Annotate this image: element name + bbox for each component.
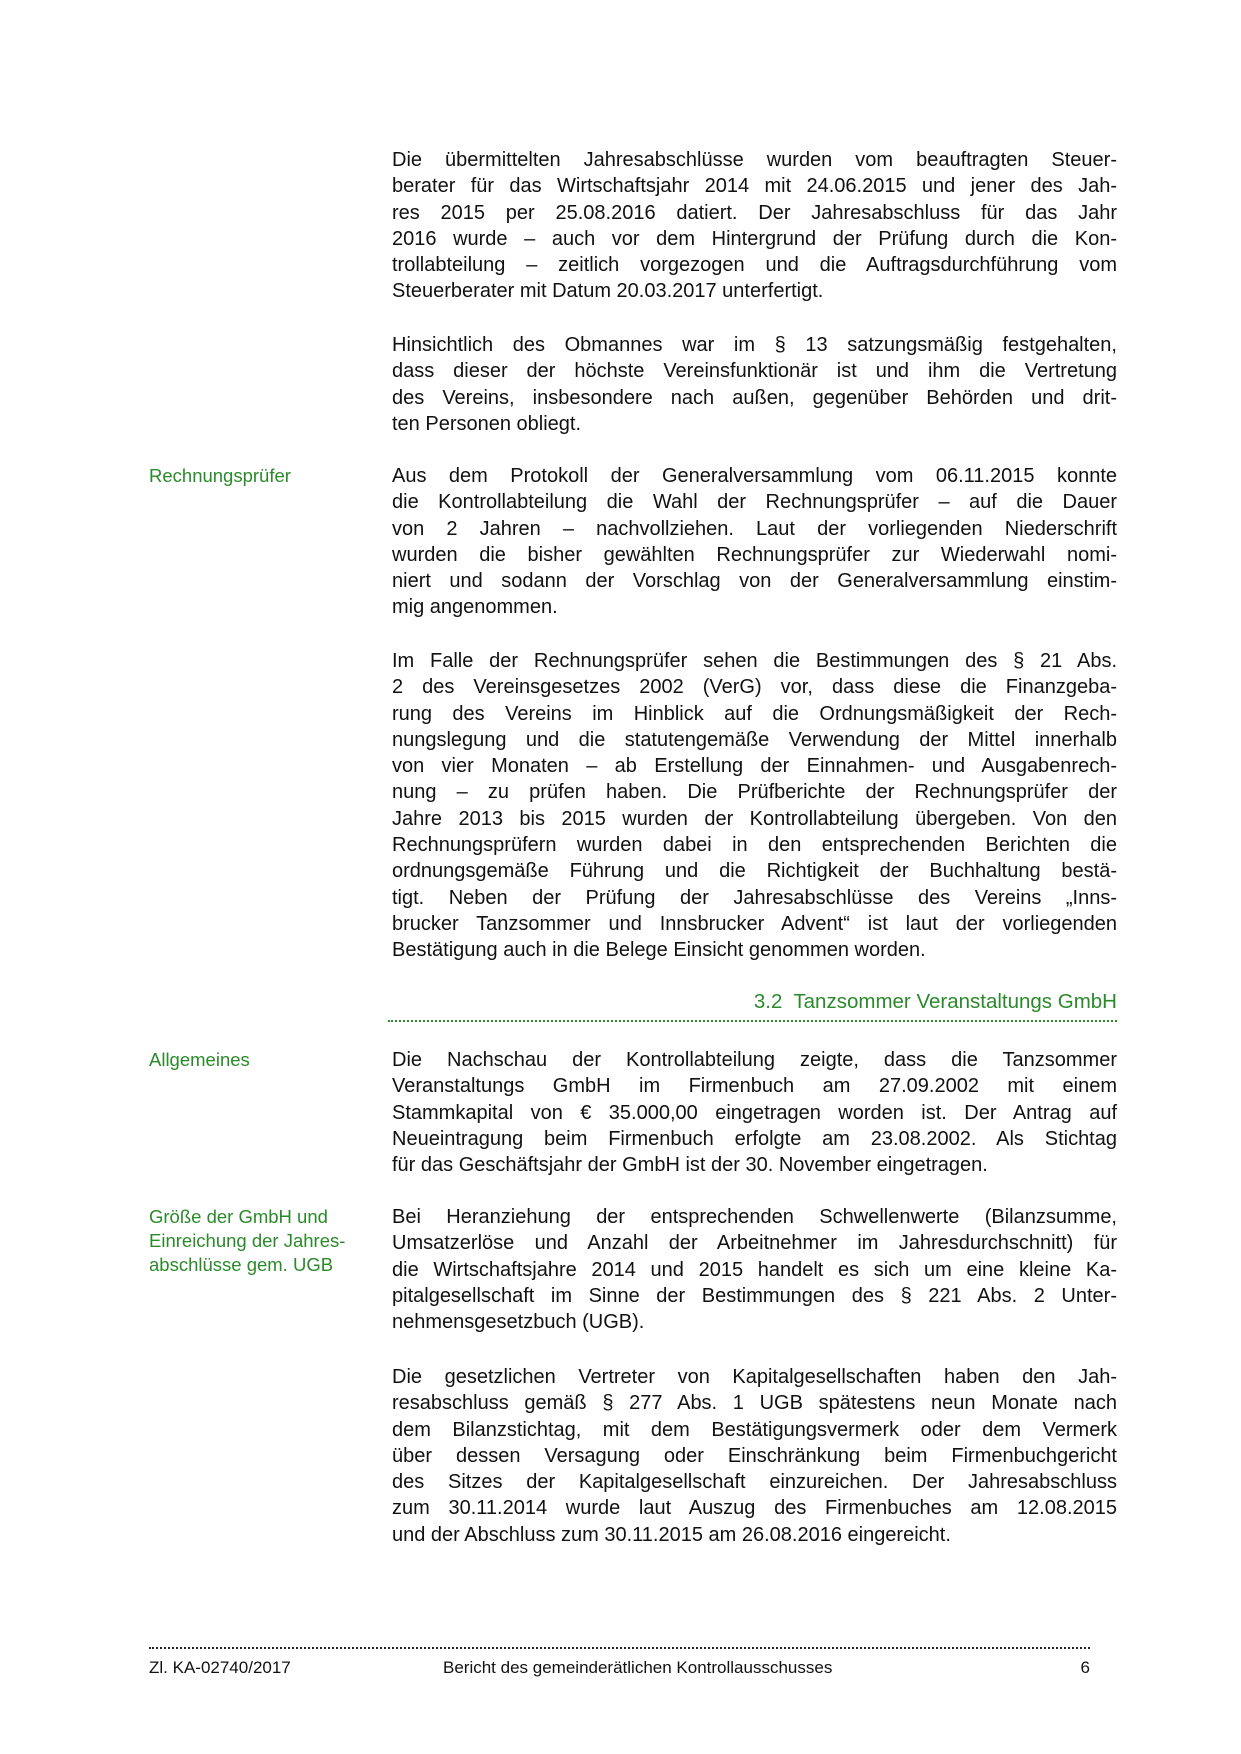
paragraph-line: nungslegung und die statutengemäße Verwendung der Mittel innerhalb [392,728,1117,751]
paragraph-line: für das Geschäftsjahr der GmbH ist der 30. November eingetragen. [392,1154,988,1177]
footer-reference: Zl. KA-02740/2017 [149,1658,291,1677]
paragraph-line: des Vereins, insbesondere nach außen, gegenüber Behörden und drit- [392,386,1117,409]
paragraph-line: brucker Tanzsommer und Innsbrucker Advent“ ist laut der vorliegenden [392,912,1117,935]
margin-label [149,464,379,488]
margin-label [149,1205,379,1277]
paragraph-line: Aus dem Protokoll der Generalversammlung vom 06.11.2015 konnte [392,465,1117,487]
paragraph-line: wurden die bisher gewählten Rechnungsprüfer zur Wiederwahl nomi- [392,543,1117,566]
paragraph [392,463,1117,621]
paragraph-line: Im Falle der Rechnungsprüfer sehen die Bestimmungen des § 21 Abs. [392,650,1117,672]
paragraph [392,1364,1117,1548]
paragraph-line: berater für das Wirtschaftsjahr 2014 mit 24.06.2015 und jener des Jah- [392,175,1117,198]
paragraph-line: Steuerberater mit Datum 20.03.2017 unterfertigt. [392,280,824,303]
paragraph-line: Hinsichtlich des Obmannes war im § 13 satzungsmäßig festgehalten, [392,334,1117,356]
paragraph-line: Bei Heranziehung der entsprechenden Schwellenwerte (Bilanzsumme, [392,1206,1117,1228]
paragraph-line: resabschluss gemäß § 277 Abs. 1 UGB spätestens neun Monate nach [392,1392,1117,1415]
paragraph-line: von vier Monaten – ab Erstellung der Einnahmen- und Ausgabenrech- [392,755,1117,778]
paragraph-line: Die gesetzlichen Vertreter von Kapitalgesellschaften haben den Jah- [392,1366,1117,1388]
paragraph-line: des Sitzes der Kapitalgesellschaft einzureichen. Der Jahresabschluss [392,1471,1117,1494]
paragraph-line: die Kontrollabteilung die Wahl der Rechnungsprüfer – auf die Dauer [392,491,1117,514]
paragraph-line: von 2 Jahren – nachvollziehen. Laut der vorliegenden Niederschrift [392,517,1117,540]
paragraph-line: und der Abschluss zum 30.11.2015 am 26.08.2016 eingereicht. [392,1523,951,1546]
margin-label-line: Rechnungsprüfer [149,465,291,486]
heading-divider [388,1020,1117,1022]
paragraph-line: ordnungsgemäße Führung und die Richtigkeit der Buchhaltung bestä- [392,860,1117,883]
margin-label-line: abschlüsse gem. UGB [149,1254,334,1275]
paragraph-line: Bestätigung auch in die Belege Einsicht genommen worden. [392,939,926,962]
paragraph-line: mig angenommen. [392,596,558,619]
margin-label-line: Größe der GmbH und [149,1206,328,1227]
paragraph [392,147,1117,305]
paragraph-line: Jahre 2013 bis 2015 wurden der Kontrollabteilung übergeben. Von den [392,807,1117,830]
paragraph-line: die Wirtschaftsjahre 2014 und 2015 handelt es sich um eine kleine Ka- [392,1258,1117,1281]
margin-label [149,1048,379,1072]
paragraph-line: über dessen Versagung oder Einschränkung beim Firmenbuchgericht [392,1444,1117,1467]
footer-page-number: 6 [1080,1658,1090,1677]
paragraph-line: niert und sodann der Vorschlag von der Generalversammlung einstim- [392,570,1117,593]
paragraph [392,1047,1117,1178]
footer-title: Bericht des gemeinderätlichen Kontrollausschusses [443,1658,833,1677]
paragraph-line: ten Personen obliegt. [392,412,582,435]
margin-label-line: Einreichung der Jahres- [149,1230,346,1251]
margin-label-line: Allgemeines [149,1049,250,1070]
paragraph [392,332,1117,437]
footer-divider [149,1647,1090,1649]
paragraph-line: Die Nachschau der Kontrollabteilung zeigte, dass die Tanzsommer [392,1049,1117,1071]
paragraph [392,1204,1117,1335]
paragraph-line: Die übermittelten Jahresabschlüsse wurden vom beauftragten Steuer- [392,149,1117,171]
paragraph-line: pitalgesellschaft im Sinne der Bestimmungen des § 221 Abs. 2 Unter- [392,1284,1117,1307]
paragraph-line: Neueintragung beim Firmenbuch erfolgte am 23.08.2002. Als Stichtag [392,1127,1117,1150]
paragraph-line: nung – zu prüfen haben. Die Prüfberichte der Rechnungsprüfer der [392,781,1117,804]
paragraph-line: tigt. Neben der Prüfung der Jahresabschlüsse des Vereins „Inns- [392,886,1117,909]
paragraph-line: dass dieser der höchste Vereinsfunktionär ist und ihm die Vertretung [392,360,1117,383]
paragraph-line: res 2015 per 25.08.2016 datiert. Der Jahresabschluss für das Jahr [392,201,1117,224]
paragraph-line: 2 des Vereinsgesetzes 2002 (VerG) vor, dass diese die Finanzgeba- [392,676,1117,699]
paragraph-line: rung des Vereins im Hinblick auf die Ordnungsmäßigkeit der Rech- [392,702,1117,725]
paragraph-line: 2016 wurde – auch vor dem Hintergrund der Prüfung durch die Kon- [392,227,1117,250]
paragraph [392,648,1117,964]
paragraph-line: Stammkapital von € 35.000,00 eingetragen worden ist. Der Antrag auf [392,1101,1117,1124]
paragraph-line: Rechnungsprüfern wurden dabei in den entsprechenden Berichten die [392,834,1117,857]
paragraph-line: zum 30.11.2014 wurde laut Auszug des Firmenbuches am 12.08.2015 [392,1497,1117,1520]
paragraph-line: trollabteilung – zeitlich vorgezogen und die Auftragsdurchführung vom [392,254,1117,277]
paragraph-line: nehmensgesetzbuch (UGB). [392,1311,645,1334]
paragraph-line: Veranstaltungs GmbH im Firmenbuch am 27.09.2002 mit einem [392,1075,1117,1098]
paragraph-line: dem Bilanzstichtag, mit dem Bestätigungsvermerk oder dem Vermerk [392,1418,1117,1441]
paragraph-line: Umsatzerlöse und Anzahl der Arbeitnehmer im Jahresdurchschnitt) für [392,1232,1117,1255]
section-heading: 3.2 Tanzsommer Veranstaltungs GmbH [753,990,1117,1013]
